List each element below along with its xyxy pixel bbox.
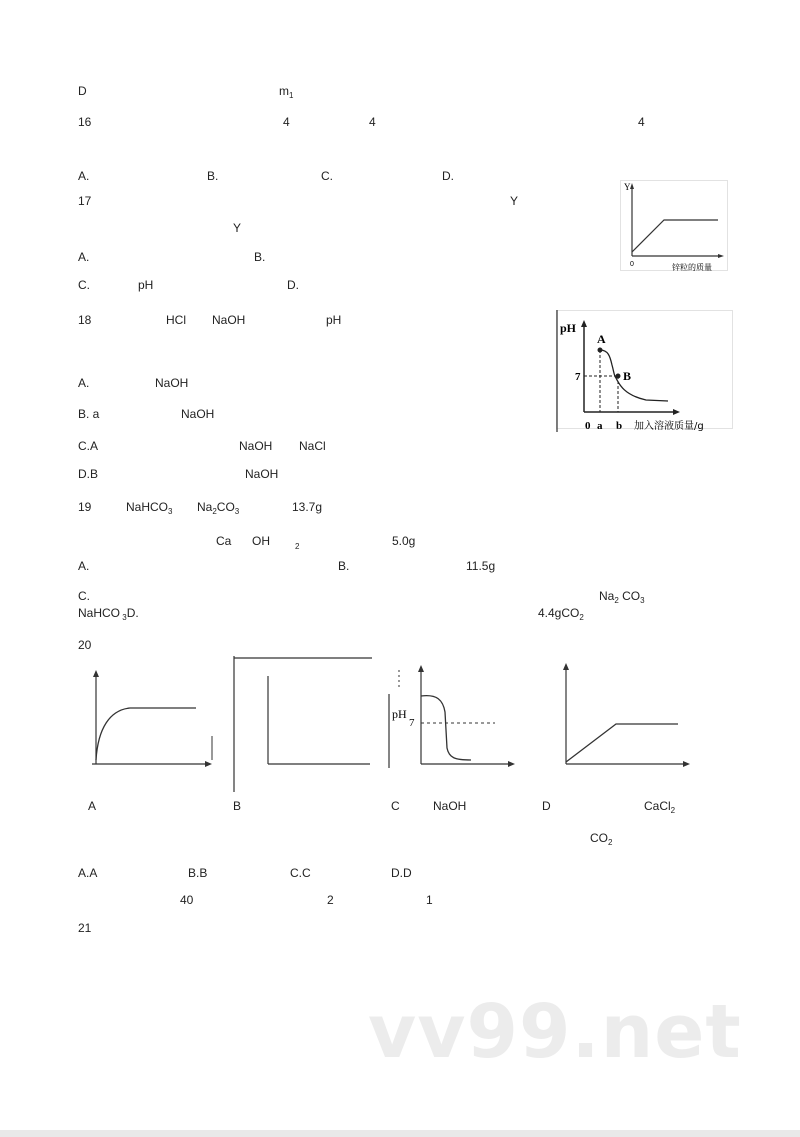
graph-label-c: C [391, 799, 400, 813]
point-a-label: A [597, 332, 606, 346]
origin-label: 0 [630, 261, 634, 268]
page-bottom-edge [0, 1130, 800, 1137]
option-d: D.D [391, 866, 412, 880]
text-forty: 40 [180, 893, 194, 907]
graph-17-zinc-mass [620, 180, 730, 275]
option-c: C.C [290, 866, 311, 880]
text-two: 2 [327, 893, 334, 907]
curve-line [566, 724, 678, 762]
point-b-label: B [623, 369, 632, 383]
text-nahco3: NaHCO$_3$ [126, 500, 173, 516]
option-a: A.A [78, 866, 98, 880]
option-a: A. [78, 250, 90, 264]
x-axis-arrow [718, 254, 724, 258]
watermark: vv99.net [368, 989, 742, 1075]
text-four: 4 [369, 115, 376, 129]
text-naoh: NaOH [239, 439, 273, 453]
text-na2co3: $Na_2CO_3$ [197, 500, 240, 516]
text-subscript-2: 2 [295, 542, 300, 551]
text-mass: 11.5g [466, 559, 496, 573]
option-b: B. [254, 250, 266, 264]
text-cacl2: CaCl$_2$ [644, 799, 676, 815]
option-a: A. [78, 376, 90, 390]
text-nacl: NaCl [299, 439, 326, 453]
graph-label-d: D [542, 799, 551, 813]
graph-20b [232, 656, 374, 794]
ph7-label: 7 [409, 717, 415, 729]
option-d: D. [442, 169, 454, 183]
tick-b: b [616, 420, 623, 432]
text-co2-mass: 4.4gCO$_2$ [538, 606, 584, 622]
text-mass: 13.7g [292, 500, 323, 514]
option-d: D. [287, 278, 299, 292]
x-axis-arrow [683, 761, 690, 767]
text-na2co3: $Na_2$ $CO_3$ [599, 589, 645, 605]
text-ca: Ca [216, 534, 232, 548]
y-axis-arrow [93, 670, 99, 677]
text-ph: pH [326, 313, 342, 327]
text-one: 1 [426, 893, 433, 907]
question-number-17: 17 [78, 194, 92, 208]
question-number-18: 18 [78, 313, 92, 327]
graph-label-b: B [233, 799, 242, 813]
curve-line [96, 708, 196, 760]
text-y: Y [510, 194, 519, 208]
text-hcl: HCl [166, 313, 186, 327]
option-c: C. [78, 589, 90, 603]
ph7-label: 7 [575, 371, 581, 383]
text-four: 4 [283, 115, 290, 129]
option-b: B. a [78, 407, 100, 421]
option-a: A. [78, 169, 90, 183]
graph-20c [385, 660, 519, 772]
graph-20a [88, 668, 218, 770]
text-mass: 5.0g [392, 534, 416, 548]
option-b: B. [207, 169, 219, 183]
text-naoh: NaOH [245, 467, 279, 481]
question-number-19: 19 [78, 500, 92, 514]
x-axis-arrow [508, 761, 515, 767]
y-axis-label: Y [624, 182, 631, 192]
text-naoh: NaOH [155, 376, 189, 390]
ph-curve [421, 696, 471, 760]
y-axis-arrow [630, 183, 634, 189]
curve-line [632, 220, 718, 252]
y-axis-arrow [581, 320, 587, 327]
text-naoh: NaOH [212, 313, 246, 327]
graph-20d [556, 660, 696, 770]
text-ph: pH [138, 278, 154, 292]
x-axis-arrow [673, 409, 680, 415]
option-c: C.A [78, 439, 99, 453]
option-c: C. [78, 278, 90, 292]
y-axis-arrow [563, 663, 569, 670]
text-co2: $CO_2$ [590, 831, 613, 847]
x-axis-arrow [205, 761, 212, 767]
y-axis-label: pH [560, 321, 577, 335]
text-oh: OH [252, 534, 270, 548]
option-b: B. [338, 559, 350, 573]
text-y: Y [233, 221, 242, 235]
point-a [598, 348, 603, 353]
question-number-21: 21 [78, 921, 92, 935]
x-axis-label: 锌粒的质量 [672, 263, 712, 272]
tick-a: a [597, 420, 603, 432]
graph-18-ph-curve [556, 310, 736, 435]
option-a: A. [78, 559, 90, 573]
text-four: 4 [638, 115, 645, 129]
text-option-d: D [78, 84, 87, 98]
graph-frame [621, 181, 728, 271]
graph-frame [557, 311, 733, 429]
text-nahco3-option-d: NaHCO $_3$D. [78, 606, 139, 622]
graph-label-a: A [88, 799, 97, 813]
question-number-16: 16 [78, 115, 92, 129]
y-axis-arrow [418, 665, 424, 672]
text-naoh: NaOH [433, 799, 467, 813]
ph-label: pH [392, 707, 407, 721]
option-b: B.B [188, 866, 208, 880]
question-number-20: 20 [78, 638, 92, 652]
option-d: D.B [78, 467, 99, 481]
option-c: C. [321, 169, 333, 183]
tick-0: 0 [585, 420, 591, 432]
text-naoh: NaOH [181, 407, 215, 421]
point-b [616, 374, 621, 379]
text-m1: $m_1$ [279, 84, 294, 100]
x-axis-label: 加入溶液质量/g [634, 421, 704, 432]
